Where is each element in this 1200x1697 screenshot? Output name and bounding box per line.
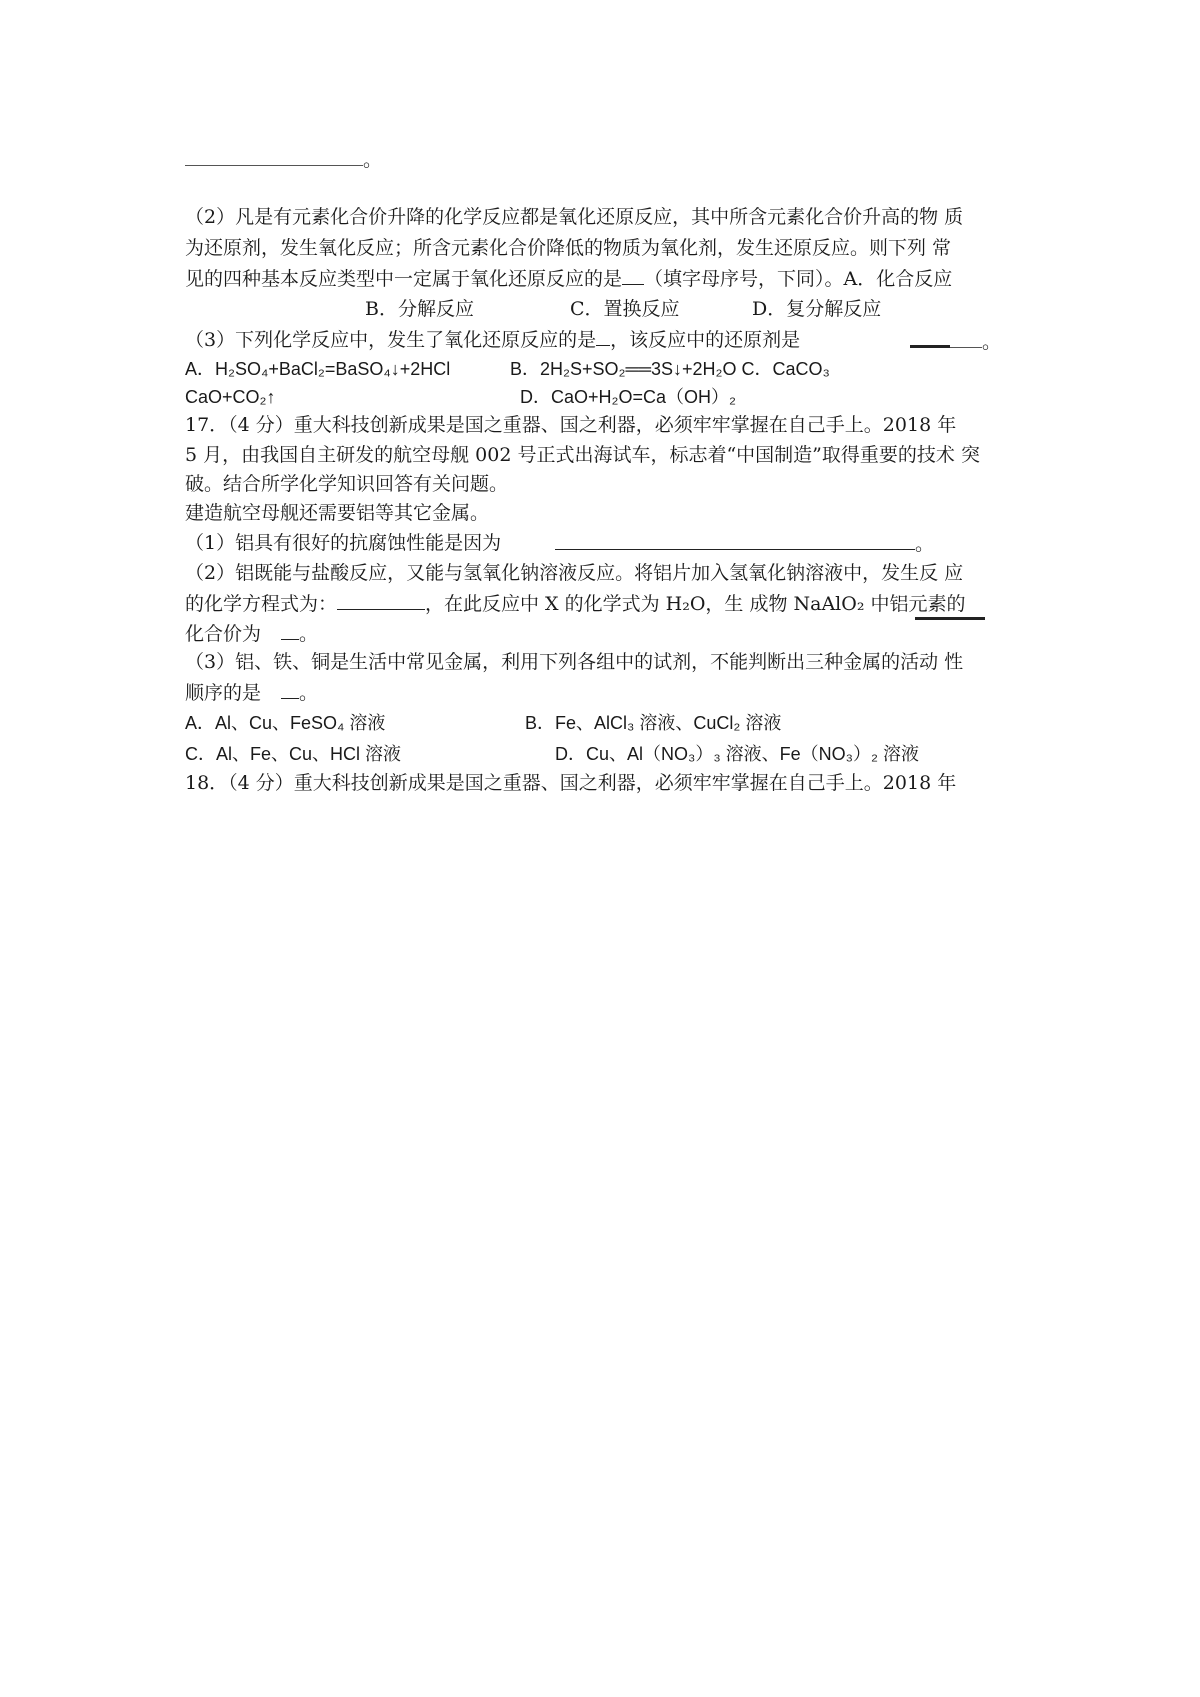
answer-blank	[337, 591, 425, 610]
q3-option-b: B．2H₂S+SO₂══3S↓+2H₂O C．CaCO₃	[510, 359, 830, 379]
q17-line-1: 17．（4 分）重大科技创新成果是国之重器、国之利器，必须牢牢掌握在自己手上。2018 年	[185, 414, 957, 436]
q17-sub1-blank-wrap	[555, 531, 934, 556]
line-end-mark: 。	[915, 533, 935, 555]
q17-option-c: C．Al、Fe、Cu、HCl 溶液	[185, 744, 402, 764]
q17-option-a: A．Al、Cu、FeSO₄ 溶液	[185, 713, 386, 733]
q3-text-b: ，该反应中的还原剂是	[610, 329, 801, 351]
q18-line-1: 18．（4 分）重大科技创新成果是国之重器、国之利器，必须牢牢掌握在自己手上。2018 年	[185, 772, 957, 794]
q17-sub3-line-1: （3）铝、铁、铜是生活中常见金属，利用下列各组中的试剂，不能判断出三种金属的活动 性	[185, 651, 964, 673]
q3-option-a: A．H₂SO₄+BaCl₂=BaSO₄↓+2HCl	[185, 359, 451, 379]
q2-paragraph-line-1: （2）凡是有元素化合价升降的化学反应都是氧化还原反应，其中所含元素化合价升高的物 质	[185, 206, 964, 228]
answer-blank-tail	[950, 329, 982, 348]
q2-option-b: B．分解反应	[365, 298, 474, 320]
answer-blank	[185, 147, 363, 166]
q3-option-d: D．CaO+H₂O=Ca（OH）₂	[520, 387, 737, 407]
q17-line-2: 5 月，由我国自主研发的航空母舰 002 号正式出海试车，标志着“中国制造”取得重要的技术 突	[185, 444, 980, 466]
q3-text-a: （3）下列化学反应中，发生了氧化还原反应的是	[185, 329, 597, 351]
q17-line-4: 建造航空母舰还需要铝等其它金属。	[185, 502, 490, 524]
q17-sub2-line-3	[185, 621, 318, 646]
q3-question-line	[185, 327, 800, 352]
line-end-mark: 。	[363, 149, 383, 171]
q17-sub1-text: （1）铝具有很好的抗腐蚀性能是因为	[185, 532, 502, 554]
answer-blank	[622, 266, 644, 285]
answer-blank	[596, 327, 610, 346]
q17-option-b: B．Fe、AlCl₃ 溶液、CuCl₂ 溶液	[525, 713, 782, 733]
q2-paragraph-line-2: 为还原剂，发生氧化反应；所含元素化合价降低的物质为氧化剂，发生还原反应。则下列 常	[185, 237, 952, 259]
q17-line-3: 破。结合所学化学知识回答有关问题。	[185, 473, 509, 495]
answer-blank	[910, 327, 950, 348]
line-end-mark: 。	[982, 331, 1002, 353]
q3-option-c-continuation: CaO+CO₂↑	[185, 387, 276, 407]
answer-blank	[281, 621, 299, 640]
q17-sub2-text-b: ，在此反应中 X 的化学式为 H₂O，生 成物 NaAlO₂ 中铝元素的	[425, 593, 966, 615]
q17-option-d: D．Cu、Al（NO₃）₃ 溶液、Fe（NO₃）₂ 溶液	[555, 744, 919, 764]
answer-blank	[555, 531, 915, 550]
q17-sub1-line	[185, 531, 501, 555]
line-end-mark: 。	[299, 682, 319, 704]
q2-paragraph-line-3	[185, 266, 952, 291]
line-end-mark: 。	[299, 623, 319, 645]
q3-answer-blank-wrap	[910, 327, 1001, 354]
q2-option-d: D．复分解反应	[752, 298, 882, 320]
answer-blank	[281, 680, 299, 699]
q17-sub2-line-1: （2）铝既能与盐酸反应，又能与氢氧化钠溶液反应。将铝片加入氢氧化钠溶液中，发生反 应	[185, 562, 964, 584]
naalo2-underline	[915, 617, 985, 620]
q17-sub2-text-c: 化合价为	[185, 623, 262, 645]
q17-sub3-text: 顺序的是	[185, 682, 262, 704]
q2-text-a: 见的四种基本反应类型中一定属于氧化还原反应的是	[185, 268, 623, 290]
q2-option-c: C．置换反应	[570, 298, 680, 320]
q2-text-b: （填字母序号，下同）。A．化合反应	[644, 268, 953, 290]
prev-answer-line	[185, 147, 382, 172]
q17-sub2-text-a: 的化学方程式为：	[185, 593, 338, 615]
q17-sub3-line-2	[185, 680, 318, 705]
q17-sub2-line-2	[185, 591, 966, 616]
